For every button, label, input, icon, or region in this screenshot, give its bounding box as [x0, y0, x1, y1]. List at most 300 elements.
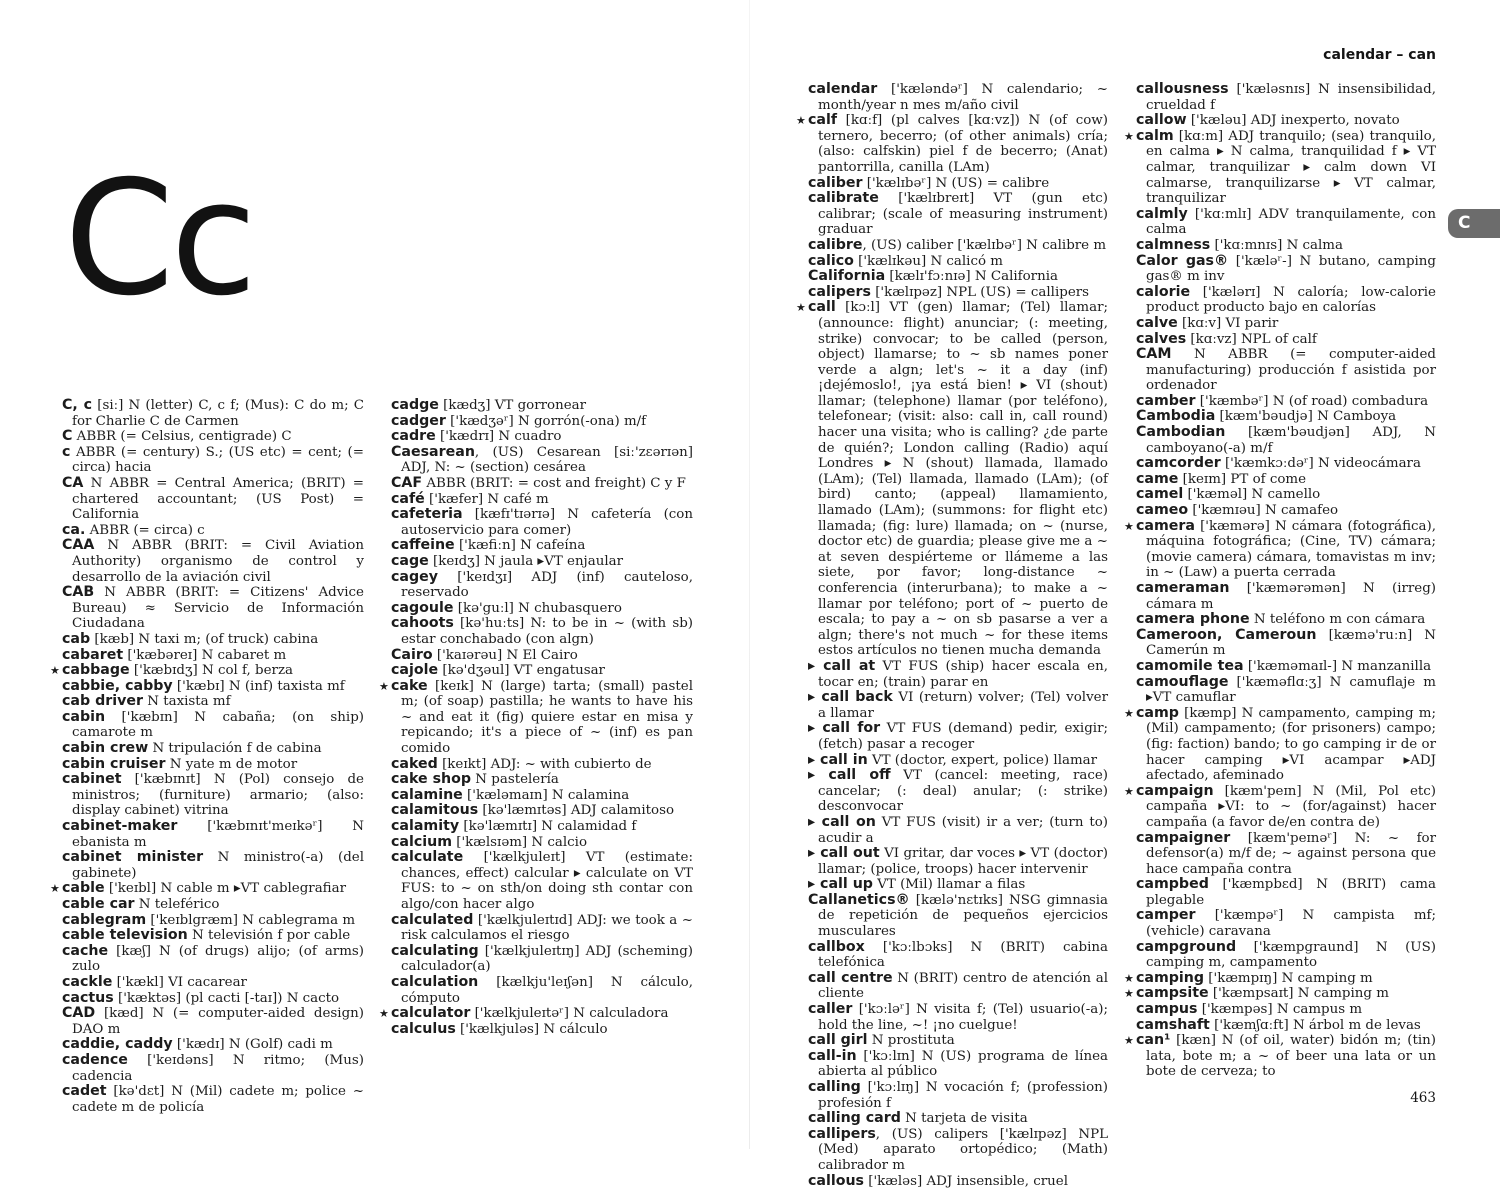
- headword: campus: [1136, 1001, 1198, 1018]
- entry-definition: ['kæmbəʳ] N (of road) combadura: [1195, 393, 1429, 409]
- entry-definition: VI gritar, dar voces ▸ VT (doctor) llamar; (police, troops) hacer intervenir: [818, 846, 1108, 877]
- dictionary-entry: [1124, 782, 1436, 831]
- headword: campground: [1136, 938, 1237, 955]
- headword: campsite: [1136, 985, 1209, 1002]
- headword: calmly: [1136, 205, 1188, 222]
- headword: callipers: [808, 1125, 876, 1142]
- entry-definition: [kæn] N (of oil, water) bidón m; (tin) lata, bote m; a ~ of beer una lata or un bote de cerveza; to: [1146, 1033, 1436, 1080]
- right-page: [750, 0, 1500, 1189]
- thumb-index-tab: C: [1448, 209, 1500, 238]
- star-icon: ★: [379, 679, 389, 693]
- dictionary-entry: [1124, 969, 1436, 987]
- entry-definition: [kælkju'leɪʃən] N cálculo, cómputo: [401, 974, 693, 1006]
- headword: cabin cruiser: [62, 755, 166, 772]
- dictionary-entry: [808, 254, 1108, 270]
- entry-definition: ['kælkjuleɪtɪŋ] ADJ (scheming) calculador(a): [401, 943, 693, 975]
- headword: calipers: [808, 283, 871, 300]
- headword: CA: [62, 474, 84, 491]
- entry-definition: ['kæmpbɛd] N (BRIT) cama plegable: [1146, 877, 1436, 908]
- dictionary-entry: [391, 835, 693, 851]
- headword: calamity: [391, 818, 460, 835]
- dictionary-entry: [808, 940, 1108, 971]
- dictionary-entry: [808, 815, 1108, 846]
- entry-definition: N ABBR (= computer-aided manufacturing) producción f asistida por ordenador: [1146, 347, 1436, 394]
- dictionary-entry: [391, 538, 693, 554]
- entry-definition: [keɪm] PT of come: [1178, 471, 1307, 487]
- entry-definition: , (US) caliber ['kælɪbəʳ] N calibre m: [862, 237, 1107, 253]
- dictionary-entry: [62, 445, 364, 476]
- entry-definition: [kæʃ] N (of drugs) alijo; (of arms) zulo: [72, 943, 364, 975]
- star-icon: ★: [1124, 706, 1134, 720]
- headword: calico: [808, 252, 854, 269]
- entry-definition: N tripulación f de cabina: [148, 741, 322, 757]
- entry-definition: ['kæmpgraund] N (US) camping m, campamento: [1146, 939, 1436, 971]
- entry-definition: VT FUS (demand) pedir, exigir; (fetch) pasar a recoger: [818, 721, 1108, 752]
- entry-definition: ['kækl] VI cacarear: [112, 974, 247, 990]
- entry-definition: ['kæbɪnɪt] N (Pol) consejo de ministros; (furniture) armario; (also: display cabinet) vitrina: [72, 772, 364, 819]
- headword: cabin crew: [62, 740, 149, 757]
- star-icon: ★: [1124, 129, 1134, 143]
- dictionary-entry: [808, 1080, 1108, 1111]
- star-icon: ★: [1124, 519, 1134, 533]
- star-icon: ★: [796, 114, 806, 128]
- headword: calamine: [391, 786, 463, 803]
- entry-definition: [kæfɪ'tɪərɪə] N cafetería (con autoservicio para comer): [401, 507, 693, 538]
- entry-definition: ABBR (BRIT: = cost and freight) C y F: [422, 475, 686, 491]
- headword: Cairo: [391, 646, 433, 663]
- headword: CAB: [62, 584, 95, 601]
- headword: ca.: [62, 521, 86, 538]
- headword: calve: [1136, 314, 1178, 331]
- dictionary-entry: [50, 662, 364, 679]
- dictionary-entry: [391, 850, 693, 912]
- dictionary-entry: [62, 741, 364, 757]
- dictionary-entry: [62, 694, 364, 710]
- dictionary-entry: [808, 285, 1108, 301]
- headword: calcium: [391, 833, 453, 850]
- headword: came: [1136, 470, 1179, 487]
- headword: calculator: [391, 1005, 471, 1022]
- entry-definition: VT (Mil) llamar a filas: [872, 877, 1026, 893]
- entry-definition: ['kædɪ] N (Golf) cadi m: [172, 1037, 333, 1053]
- entry-definition: [kæd] N (= computer-aided design) DAO m: [72, 1006, 364, 1037]
- dictionary-entry: [1136, 409, 1436, 425]
- headword: cadet: [62, 1083, 107, 1100]
- dictionary-entry: [62, 538, 364, 585]
- dictionary-entry: [808, 893, 1108, 940]
- entry-definition: ['kælkjuleɪtəʳ] N calculadora: [470, 1006, 669, 1022]
- entry-definition: ['kæmpəʳ] N campista mf; (vehicle) caravana: [1146, 908, 1436, 940]
- headword: C: [62, 428, 73, 445]
- dictionary-entry: [62, 632, 364, 648]
- entry-definition: [keɪkt] ADJ: ~ with cubierto de: [437, 756, 652, 772]
- star-icon: ★: [1124, 971, 1134, 985]
- headword: California: [808, 268, 886, 285]
- headword: ▸ call on: [808, 813, 876, 830]
- entry-definition: ['kæktəs] (pl cacti [-taɪ]) N cacto: [113, 990, 340, 1006]
- dictionary-entry: [391, 476, 693, 492]
- headword: cab driver: [62, 693, 143, 710]
- headword: Cambodian: [1136, 424, 1226, 441]
- entry-definition: N ministro(-a) (del gabinete): [72, 850, 364, 881]
- dictionary-entry: [1136, 456, 1436, 472]
- entry-definition: [kɑːvz] NPL of calf: [1186, 331, 1317, 347]
- headword: calculating: [391, 942, 479, 959]
- dictionary-entry: [808, 971, 1108, 1002]
- entry-definition: ['kæfer] N café m: [424, 491, 549, 507]
- dictionary-entry: [808, 753, 1108, 769]
- entry-definition: ['kælɪbəʳ] N (US) = calibre: [862, 175, 1050, 191]
- entry-definition: ['kæməflɑːʒ] N camuflaje m ▸VT camuflar: [1146, 674, 1436, 706]
- left-page: [0, 0, 750, 1149]
- dictionary-entry: [391, 663, 693, 679]
- dictionary-entry: [391, 554, 693, 570]
- entry-definition: ['kælkjuleɪtɪd] ADJ: we took a ~ risk calculamos el riesgo: [401, 912, 693, 944]
- entry-definition: ['kælərɪ] N caloría; low-calorie product producto bajo en calorías: [1146, 284, 1436, 316]
- dictionary-entry: [391, 975, 693, 1006]
- headword: calmness: [1136, 236, 1211, 253]
- entry-definition: ['kælɪbreɪt] VT (gun etc) calibrar; (scale of measuring instrument) graduar: [818, 191, 1108, 238]
- dictionary-entry: [62, 679, 364, 695]
- headword: calm: [1136, 127, 1174, 144]
- dictionary-entry: [391, 445, 693, 476]
- star-icon: ★: [1124, 987, 1134, 1001]
- dictionary-entry: [62, 585, 364, 632]
- entry-definition: ['kæləndəʳ] N calendario; ~ month/year n mes m/año civil: [818, 82, 1108, 113]
- dictionary-entry: [1136, 238, 1436, 254]
- entry-definition: ['kæbɪdʒ] N col f, berza: [129, 663, 293, 679]
- entry-definition: [kə'huːts] N: to be in ~ (with sb) estar conchabado (con algn): [401, 616, 693, 647]
- headword: caller: [808, 1001, 853, 1018]
- entry-definition: ['kælɪpəz] NPL (US) = callipers: [870, 284, 1090, 300]
- entry-definition: [kɑːm] ADJ tranquilo; (sea) tranquilo, en calma ▸ N calma, tranquilidad f ▸ VT calmar, tranquilizar ▸ calm down VI calmarse, tranquilizarse ▸ VT calmar, tranquilizar: [1146, 128, 1436, 207]
- headword: calves: [1136, 330, 1187, 347]
- headword: ▸ call off: [808, 767, 891, 784]
- dictionary-entry: [62, 944, 364, 975]
- headword: camera: [1136, 517, 1195, 534]
- headword: calculus: [391, 1020, 456, 1037]
- dictionary-entry: [391, 803, 693, 819]
- headword: Calor gas®: [1136, 252, 1229, 269]
- headword: cadre: [391, 428, 436, 445]
- headword: ▸ call out: [808, 845, 880, 862]
- star-icon: ★: [796, 301, 806, 315]
- headword: cab: [62, 630, 91, 647]
- headword: Caesarean: [391, 443, 475, 460]
- dictionary-entry: [808, 191, 1108, 238]
- headword: callow: [1136, 112, 1187, 129]
- headword: Callanetics®: [808, 891, 910, 908]
- star-icon: ★: [1124, 1034, 1134, 1048]
- headword: cadger: [391, 412, 446, 429]
- entry-definition: [kə'dɛt] N (Mil) cadete m; police ~ cadete m de policía: [72, 1084, 364, 1115]
- headword: cadge: [391, 397, 439, 413]
- headword: CAF: [391, 474, 423, 491]
- headword: cable television: [62, 927, 188, 944]
- headword: camel: [1136, 486, 1184, 503]
- headword: calamitous: [391, 802, 479, 819]
- entry-definition: ['keɪbl] N cable m ▸VT cablegrafiar: [104, 881, 347, 897]
- entry-definition: [kælɪ'fɔːnɪə] N California: [885, 269, 1058, 285]
- dictionary-entry: [62, 897, 364, 913]
- star-icon: ★: [50, 664, 60, 678]
- dictionary-entry: [1124, 1032, 1436, 1080]
- headword: cackle: [62, 973, 113, 990]
- dictionary-entry: [1136, 332, 1436, 348]
- dictionary-entry: [50, 880, 364, 897]
- dictionary-entry: [1136, 394, 1436, 410]
- dictionary-entry: [1124, 704, 1436, 784]
- headword: camping: [1136, 969, 1205, 986]
- headword: cagoule: [391, 599, 454, 616]
- dictionary-entry: [391, 398, 693, 414]
- headword: cabaret: [62, 646, 124, 663]
- entry-definition: ['kæmərəmən] N (irreg) cámara m: [1146, 581, 1436, 612]
- dictionary-entry: [1136, 425, 1436, 456]
- entry-definition: ['kælkjuləs] N cálculo: [455, 1021, 608, 1037]
- dictionary-entry: [391, 772, 693, 788]
- section-letter: Cc: [64, 147, 254, 331]
- dictionary-entry: [1136, 347, 1436, 394]
- headword: cabinet minister: [62, 849, 204, 866]
- headword: calibre: [808, 236, 863, 253]
- dictionary-entry: [391, 414, 693, 430]
- entry-definition: ['kɔːləʳ] N visita f; (Tel) usuario(-a); hold the line, ~! ¡no cuelgue!: [818, 1002, 1108, 1033]
- headword: calculated: [391, 911, 474, 928]
- entry-definition: [kælə'nɛtɪks] NSG gimnasia de repetición de pequeños ejercicios musculares: [818, 892, 1108, 940]
- entry-definition: ['kaɪərəu] N El Cairo: [432, 647, 578, 663]
- dictionary-entry: [391, 788, 693, 804]
- headword: ▸ call for: [808, 720, 881, 737]
- dictionary-entry: [1124, 985, 1436, 1002]
- headword: CAM: [1136, 346, 1172, 363]
- entry-definition: ['kædrɪ] N cuadro: [435, 429, 562, 445]
- entry-definition: N yate m de motor: [165, 756, 298, 772]
- column-4: [1124, 81, 1436, 1082]
- headword: cagey: [391, 568, 439, 585]
- dictionary-entry: [808, 1049, 1108, 1080]
- entry-definition: ['kæbɪnɪt'meɪkəʳ] N ebanista m: [72, 819, 364, 850]
- entry-definition: [kɑːf] (pl calves [kɑːvz]) N (of cow) ternero, becerro; (of other animals) cría; (also: calfskin) piel f de becerro; (Anat) pantorrilla, canilla (LAm): [818, 113, 1108, 175]
- entry-definition: VT (cancel: meeting, race) cancelar; (: deal) anular; (: strike) desconvocar: [818, 768, 1109, 815]
- entry-definition: N teléfono m con cámara: [1249, 612, 1426, 628]
- dictionary-entry: [1136, 1018, 1436, 1034]
- entry-definition: N televisión f por cable: [187, 928, 351, 944]
- dictionary-entry: [1136, 1002, 1436, 1018]
- headword: cablegram: [62, 911, 147, 928]
- dictionary-entry: [808, 1111, 1108, 1127]
- dictionary-entry: [1136, 472, 1436, 488]
- dictionary-entry: [62, 975, 364, 991]
- entry-definition: [kɑːv] VI parir: [1177, 315, 1279, 331]
- headword: ▸ call at: [808, 657, 876, 674]
- entry-definition: VT FUS (visit) ir a ver; (turn to) acudir a: [818, 814, 1109, 846]
- headword: camp: [1136, 704, 1179, 721]
- entry-definition: ['keɪdəns] N ritmo; (Mus) cadencia: [72, 1052, 364, 1084]
- dictionary-entry: [391, 819, 693, 835]
- entry-definition: ['kæmɪəu] N camafeo: [1188, 503, 1339, 519]
- dictionary-entry: [1124, 517, 1436, 581]
- entry-definition: ['kæfiːn] N cafeína: [454, 538, 586, 554]
- column-3: [796, 81, 1109, 1189]
- entry-definition: [kæb] N taxi m; (of truck) cabina: [90, 631, 319, 647]
- dictionary-entry: [1136, 254, 1436, 285]
- dictionary-entry: [391, 507, 693, 538]
- dictionary-entry: [808, 82, 1108, 113]
- headword: call centre: [808, 969, 893, 986]
- dictionary-entry: [808, 1033, 1108, 1049]
- dictionary-entry: [808, 176, 1108, 192]
- entry-definition: [kə'dʒəul] VT engatusar: [438, 663, 605, 679]
- dictionary-entry: [796, 299, 1108, 659]
- entry-definition: N teleférico: [134, 897, 220, 912]
- entry-definition: N ABBR = Central America; (BRIT) = chartered accountant; (US Post) = California: [72, 475, 364, 523]
- headword: call-in: [808, 1047, 857, 1064]
- headword: cafeteria: [391, 506, 463, 523]
- entry-definition: [kæm'bəudjən] ADJ, N camboyano(-a) m/f: [1146, 425, 1436, 456]
- entry-definition: [kæm'peɪn] N (Mil, Pol etc) campaña ▸VI: to ~ (for/against) hacer campaña (a favor de/en contra de): [1146, 783, 1436, 830]
- entry-definition: VT (doctor, expert, police) llamar: [867, 752, 1098, 768]
- dictionary-entry: [1136, 207, 1436, 238]
- headword: calorie: [1136, 283, 1191, 300]
- dictionary-entry: [62, 757, 364, 773]
- headword: cake: [391, 677, 428, 694]
- headword: c: [62, 443, 71, 460]
- entry-definition: ['kæləsnɪs] N insensibilidad, crueldad f: [1146, 82, 1436, 113]
- entry-definition: ['kɑːmlɪ] ADV tranquilamente, con calma: [1146, 206, 1436, 238]
- dictionary-entry: [391, 648, 693, 664]
- headword: can¹: [1136, 1032, 1171, 1049]
- headword: calf: [808, 112, 838, 129]
- headword: camber: [1136, 392, 1196, 409]
- column-2: [379, 397, 693, 1088]
- dictionary-entry: [1136, 503, 1436, 519]
- star-icon: ★: [50, 882, 60, 896]
- headword: cabin: [62, 708, 106, 725]
- entry-definition: ['kæbəreɪ] N cabaret m: [123, 647, 287, 663]
- dictionary-entry: [1136, 940, 1436, 971]
- entry-definition: ['kɑːmnɪs] N calma: [1210, 237, 1343, 253]
- column-1: [50, 397, 365, 1115]
- dictionary-entry: [808, 1127, 1108, 1174]
- dictionary-entry: [62, 772, 364, 819]
- headword: campbed: [1136, 876, 1209, 893]
- entry-definition: ['kæməl] N camello: [1183, 487, 1321, 503]
- entry-definition: [kɔːl] VT (gen) llamar; (Tel) llamar; (announce: flight) anunciar; (: meeting, strike) convocar; to be called (person, object) llamarse; to ~ sb names poner verde a algn; let's ~ it a day (inf) ¡dejémoslo!, ¡ya está bien! ▸ VI (shout) llamar; (telephone) llamar (por teléfono), telefonear; (visit: also: call in, call round) hacer una visita; who is calling? ¿de parte de quién?; London calling (Radio) aquí Londres ▸ N (shout) llamada, llamado (LAm); (Tel) llamada, llamado (LAm); (of bird) canto; (appeal) llamamiento, llamado (LAm); (summons: for flight etc) llamada; (fig: lure) llamada; on ~ (nurse, doctor etc) de guardia; please give me a ~ at seven despiérteme or llámeme a las siete, por favor; long-distance ~ conferencia (interurbana); to make a ~ llamar por teléfono; port of ~ puerto de escala; to pay a ~ on sb pasarse a ver a algn; there's not much ~ for these items estos artículos no tienen mucha demanda: [818, 300, 1108, 659]
- headword: C, c: [62, 397, 93, 413]
- entry-definition: ['kæləu] ADJ inexperto, novato: [1186, 113, 1400, 129]
- headword: camper: [1136, 907, 1196, 924]
- dictionary-entry: [62, 1037, 364, 1053]
- dictionary-entry: [391, 601, 693, 617]
- headword: cameraman: [1136, 580, 1230, 596]
- entry-definition: ['keɪblgræm] N cablegrama m: [146, 912, 356, 928]
- headword: cajole: [391, 662, 439, 679]
- entry-definition: [kæm'bəudjə] N Camboya: [1215, 409, 1397, 425]
- entry-definition: N prostituta: [867, 1033, 955, 1049]
- entry-definition: ['kæmpɪŋ] N camping m: [1204, 970, 1373, 986]
- entry-definition: ABBR (= circa) c: [85, 522, 205, 538]
- dictionary-entry: [62, 429, 364, 445]
- headword: cabbie, cabby: [62, 677, 173, 694]
- dictionary-entry: [1136, 82, 1436, 113]
- headword: caffeine: [391, 537, 455, 554]
- dictionary-entry: [808, 877, 1108, 893]
- entry-definition: ['keɪdʒɪ] ADJ (inf) cauteloso, reservado: [401, 569, 693, 601]
- entry-definition: ['kɔːlɪn] N (US) programa de línea abierta al público: [818, 1048, 1108, 1080]
- dictionary-entry: [391, 492, 693, 508]
- entry-definition: [kə'læmɪtəs] ADJ calamitoso: [478, 803, 675, 819]
- dictionary-entry: [62, 398, 364, 429]
- dictionary-entry: [62, 1053, 364, 1084]
- entry-definition: ['kæmʃɑːft] N árbol m de levas: [1209, 1017, 1421, 1033]
- entry-definition: VI (return) volver; (Tel) volver a llamar: [818, 690, 1108, 721]
- star-icon: ★: [379, 1007, 389, 1021]
- headword: café: [391, 490, 425, 507]
- dictionary-entry: [1136, 612, 1436, 628]
- dictionary-entry: [808, 1002, 1108, 1033]
- headword: caliber: [808, 174, 863, 191]
- dictionary-entry: [62, 1084, 364, 1115]
- dictionary-entry: [391, 944, 693, 975]
- entry-definition: N pastelería: [471, 772, 559, 788]
- dictionary-entry: [379, 677, 693, 757]
- entry-definition: [kæmp] N campamento, camping m; (Mil) campamento; (for prisoners) campo; (fig: faction) bando; to go camping ir de or hacer camping ▸VI acampar ▸ADJ afectado, afeminado: [1146, 705, 1436, 784]
- dictionary-entry: [808, 238, 1108, 254]
- entry-definition: ['kɔːlɪŋ] N vocación f; (profession) profesión f: [818, 1080, 1108, 1111]
- dictionary-entry: [808, 690, 1108, 721]
- headword: calibrate: [808, 190, 879, 207]
- headword: cage: [391, 552, 429, 569]
- entry-definition: ['kæləs] ADJ insensible, cruel: [864, 1173, 1068, 1189]
- running-head: calendar – can: [1323, 47, 1436, 63]
- dictionary-entry: [379, 1005, 693, 1022]
- entry-definition: N ABBR (BRIT: = Civil Aviation Authority) organismo de control y desarrollo de la aviación civil: [72, 538, 364, 585]
- dictionary-entry: [1136, 675, 1436, 706]
- entry-definition: , (US) calipers ['kælɪpəz] NPL (Med) aparato ortopédico; (Math) calibrador m: [818, 1126, 1108, 1173]
- headword: calling: [808, 1079, 861, 1095]
- dictionary-entry: [62, 850, 364, 881]
- dictionary-entry: [62, 991, 364, 1007]
- headword: caddie, caddy: [62, 1036, 173, 1053]
- dictionary-entry: [391, 570, 693, 601]
- headword: cactus: [62, 989, 114, 1006]
- dictionary-entry: [391, 616, 693, 647]
- dictionary-entry: [62, 648, 364, 664]
- entry-definition: [keɪdʒ] N jaula ▸VT enjaular: [428, 553, 623, 569]
- entry-definition: ['kæləmaɪn] N calamina: [462, 787, 630, 803]
- headword: cabinet: [62, 771, 122, 788]
- headword: calendar: [808, 81, 878, 97]
- dictionary-entry: [391, 757, 693, 773]
- headword: Cambodia: [1136, 408, 1216, 425]
- entry-definition: ['kæmpsaɪt] N camping m: [1208, 986, 1389, 1002]
- dictionary-entry: [391, 1022, 693, 1038]
- entry-definition: N ABBR (BRIT: = Citizens' Advice Bureau) ≈ Servicio de Información Ciudadana: [72, 585, 364, 632]
- entry-definition: , (US) Cesarean [siː'zɛərɪən] ADJ, N: ~ (section) cesárea: [401, 444, 693, 476]
- dictionary-entry: [62, 476, 364, 523]
- dictionary-entry: [1124, 127, 1436, 207]
- dictionary-entry: [808, 1174, 1108, 1189]
- dictionary-entry: [391, 429, 693, 445]
- dictionary-entry: [808, 659, 1108, 690]
- entry-definition: ['kæbɪn] N cabaña; (on ship) camarote m: [72, 709, 364, 741]
- headword: campaigner: [1136, 829, 1231, 846]
- dictionary-entry: [1136, 316, 1436, 332]
- headword: CAD: [62, 1005, 96, 1022]
- headword: camcorder: [1136, 455, 1221, 472]
- headword: cabbage: [62, 662, 130, 679]
